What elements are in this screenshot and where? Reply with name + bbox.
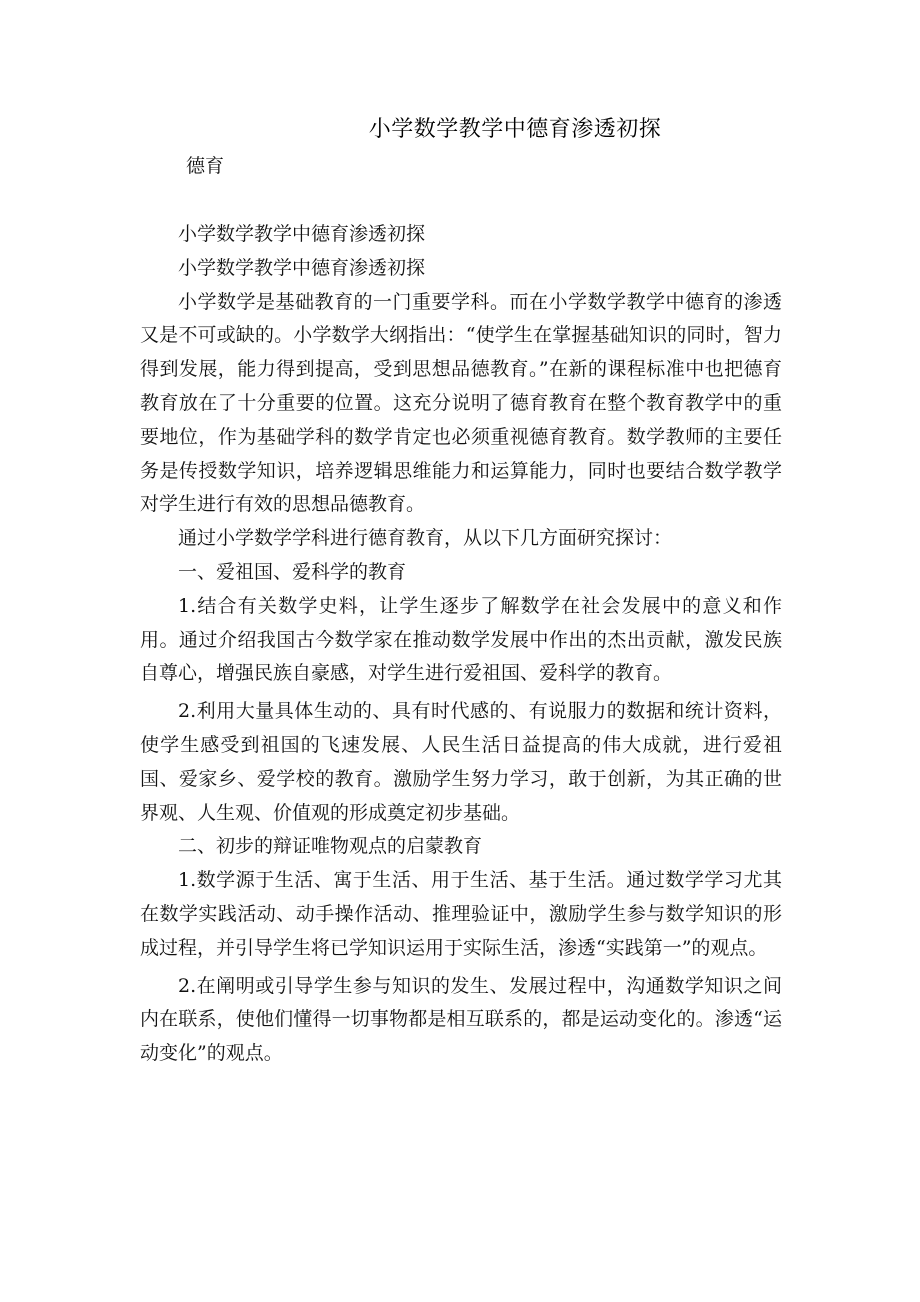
intro-paragraph: 小学数学是基础教育的一门重要学科。而在小学数学教学中德育的渗透又是不可或缺的。小学数学大纲指出：“使学生在掌握基础知识的同时，智力得到发展，能力得到提高，受到思想品德教育。”在新的课程标准中也把德育教育放在了十分重要的位置。这充分说明了德育教育在整个教育教学中的重要地位，作为基础学科的数学肯定也必须重视德育教育。数学教师的主要任务是传授数学知识，培养逻辑思维能力和运算能力，同时也要结合数学教学对学生进行有效的思想品德教育。: [140, 290, 782, 516]
section-1-item-2: 2.利用大量具体生动的、具有时代感的、有说服力的数据和统计资料，使学生感受到祖国的飞速发展、人民生活日益提高的伟大成就，进行爱祖国、爱家乡、爱学校的教育。激励学生努力学习，敢于创新，为其正确的世界观、人生观、价值观的形成奠定初步基础。: [140, 700, 782, 824]
lead-in-paragraph: 通过小学数学学科进行德育教育，从以下几方面研究探讨：: [178, 527, 673, 550]
section-1-item-1: 1.结合有关数学史料，让学生逐步了解数学在社会发展中的意义和作用。通过介绍我国古今数学家在推动数学发展中作出的杰出贡献，激发民族自尊心，增强民族自豪感，对学生进行爱祖国、爱科学的教育。: [140, 594, 782, 685]
document-subject: 德育: [186, 155, 225, 177]
document-body: [140, 218, 782, 1071]
repeat-title-1: 小学数学教学中德育渗透初探: [178, 223, 426, 245]
section-2-heading: 二、初步的辩证唯物观点的启蒙教育: [178, 835, 483, 858]
section-2-item-1: 1.数学源于生活、寓于生活、用于生活、基于生活。通过数学学习尤其在数学实践活动、动手操作活动、推理验证中，激励学生参与数学知识的形成过程，并引导学生将已学知识运用于实际生活，渗透“实践第一”的观点。: [140, 869, 782, 959]
document-title: 小学数学教学中德育渗透初探: [368, 117, 662, 142]
section-2-item-2: 2.在阐明或引导学生参与知识的发生、发展过程中，沟通数学知识之间内在联系，使他们懂得一切事物都是相互联系的，都是运动变化的。渗透“运动变化”的观点。: [140, 974, 782, 1065]
repeat-title-2: 小学数学教学中德育渗透初探: [178, 256, 426, 279]
section-1-heading: 一、爱祖国、爱科学的教育: [178, 560, 407, 583]
